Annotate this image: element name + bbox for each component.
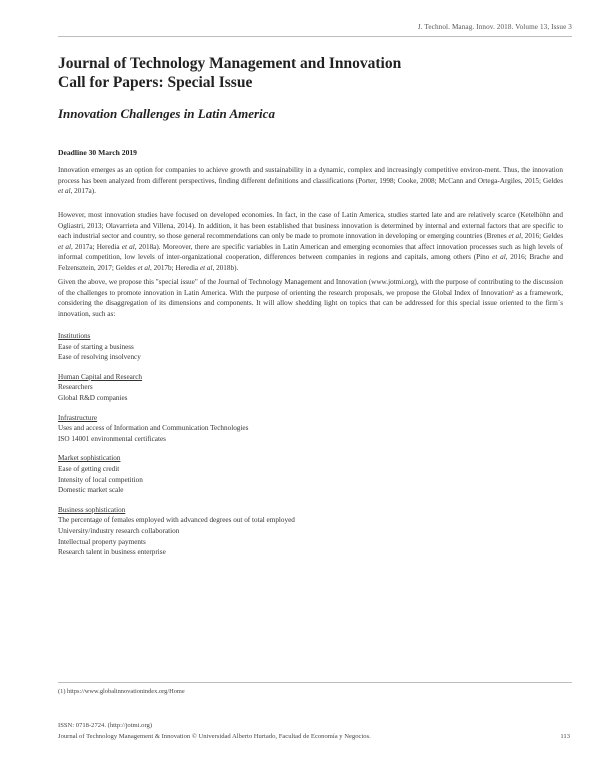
topic-heading: Institutions <box>58 332 91 340</box>
header-rule <box>58 36 572 37</box>
paragraph-3: Given the above, we propose this "special issue" of the Journal of Technology Management and Innovation (www.jotmi.org), with the purpose of contributing to the discussion of the challenges to promote innovation in Latin America. With the purpose of orienting the research proposals, we propose the Global Index of Innovation¹ as a framework, considering the disaggregation of its dimensions and components. It will allow shedding light on topics that can be addressed for this special issue oriented to the firm´s innovation, such as: <box>58 278 563 318</box>
journal-title <box>58 54 538 92</box>
topic-item: ISO 14001 environmental certificates <box>58 434 166 443</box>
topics-list <box>58 331 563 567</box>
topic-business-sophistication <box>58 505 563 558</box>
topic-item: Research talent in business enterprise <box>58 548 166 557</box>
topic-heading: Infrastructure <box>58 413 98 422</box>
topic-item: Ease of starting a business <box>58 342 134 351</box>
running-head: J. Technol. Manag. Innov. 2018. Volume 13, Issue 3 <box>417 23 572 31</box>
topic-heading: Market sophistication <box>58 454 121 463</box>
journal-title-line2: Call for Papers: Special Issue <box>58 74 253 91</box>
deadline: Deadline 30 March 2019 <box>58 148 137 157</box>
topic-item: Ease of resolving insolvency <box>58 353 141 362</box>
topic-item: Researchers <box>58 383 93 392</box>
footnote: (1) https://www.globalinnovationindex.org/Home <box>58 688 185 695</box>
topic-institutions <box>58 331 563 363</box>
topic-item: Ease of getting credit <box>58 464 120 473</box>
topic-market-sophistication <box>58 453 563 495</box>
topic-item: Global R&D companies <box>58 393 128 402</box>
special-issue-title: Innovation Challenges in Latin America <box>58 106 275 121</box>
paragraph-2: However, most innovation studies have focused on developed economies. In fact, in the case of Latin America, studies started late and are relatively scarce (Ketelhöhn and Ogliastri, 2013; Olavarrieta and Villena, 2014). In addition, it has been established that business innovation is determined by internal and external factors that are specific to each industrial sector and country, so those general recommendations can only be made to promote innovation in developing or emerging countries (Brenes et al, 2016; Geldes et al, 2017a; Heredia et al, 2018a). Moreover, there are specific variables in Latin American and emerging economies that affect innovation processes such as high levels of informal competition, low levels of inter-organizational cooperation, differences between companies in regions and capitals, among others (Pino et al, 2016; Brache and Felzensztein, 2017; Geldes et al, 2017b; Heredia et al, 2018b). <box>58 211 563 272</box>
topic-item: University/industry research collaboration <box>58 526 180 535</box>
topic-item: Domestic market scale <box>58 486 124 495</box>
paragraph-1: Innovation emerges as an option for companies to achieve growth and sustainability in a dynamic, complex and increasingly competitive environ-ment. Thus, the innovation process has been analyzed from different perspectives, finding different definitions and classifications (Porter, 1998; Cooke, 2008; McCann and Ortega-Argiles, 2015; Geldes et al, 2017a). <box>58 166 563 196</box>
topic-item: Intensity of local competition <box>58 475 143 484</box>
topic-item: The percentage of females employed with advanced degrees out of total employed <box>58 516 295 525</box>
topic-item: Uses and access of Information and Communication Technologies <box>58 424 249 433</box>
topic-infrastructure <box>58 413 563 445</box>
footer-copyright: Journal of Technology Management & Innovation © Universidad Alberto Hurtado, Facultad de Economía y Negocios. <box>58 733 371 740</box>
issn-line: ISSN: 0718-2724. (http://jotmi.org) <box>58 722 153 729</box>
topic-heading: Business sophistication <box>58 505 126 514</box>
topic-heading: Human Capital and Research <box>58 372 143 381</box>
topic-item: Intellectual property payments <box>58 537 146 546</box>
page-number: 113 <box>560 733 570 740</box>
topic-human-capital <box>58 372 563 404</box>
footnote-rule <box>58 682 572 683</box>
journal-title-line1: Journal of Technology Management and Innovation <box>58 55 402 72</box>
